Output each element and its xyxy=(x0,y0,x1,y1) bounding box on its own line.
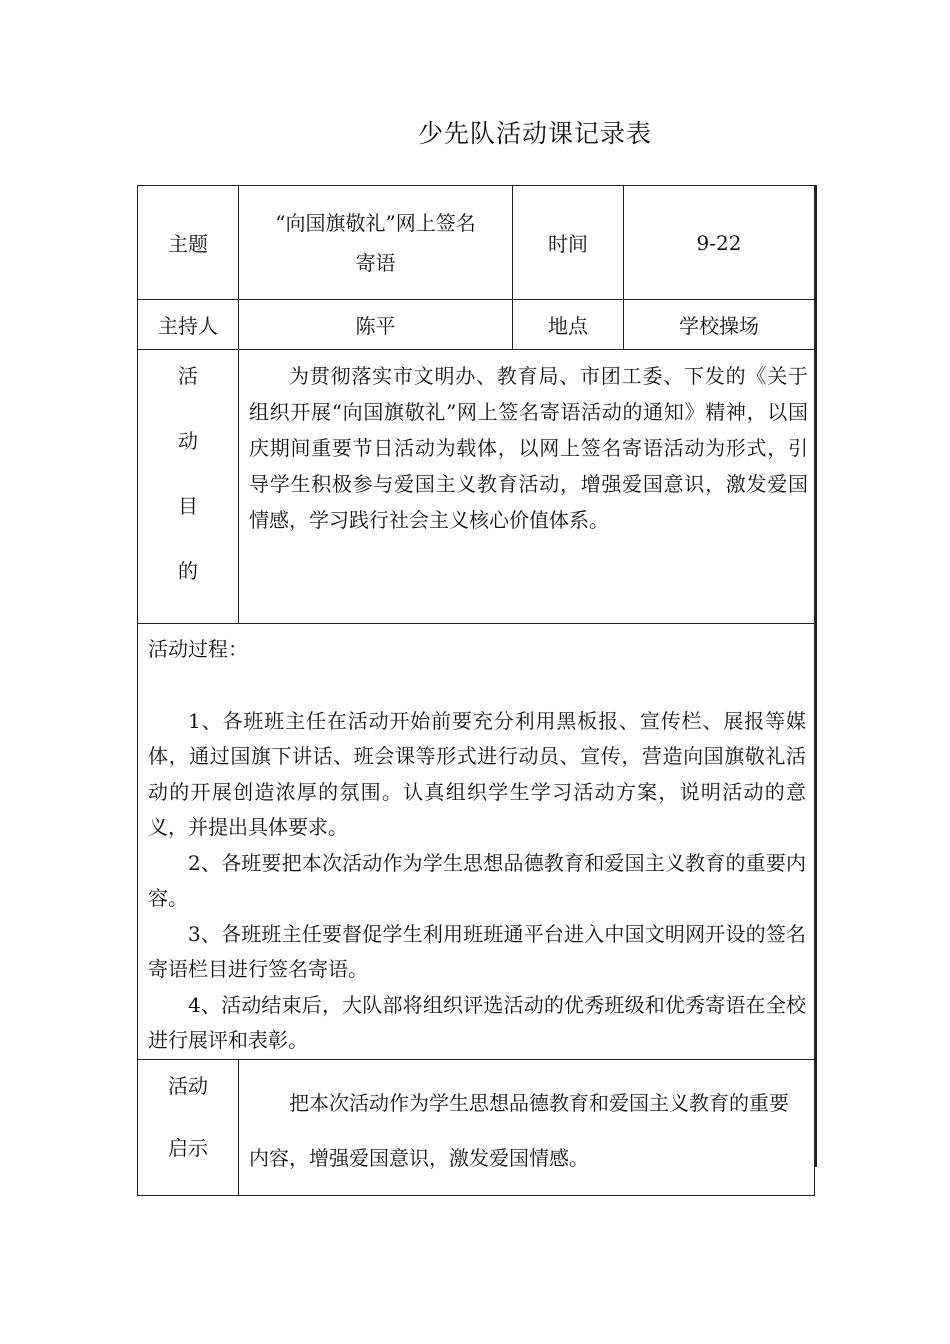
process-cell xyxy=(138,624,815,1060)
process-row xyxy=(138,624,815,1060)
process-item: 1、各班班主任在活动开始前要充分利用黑板报、宣传栏、展报等媒体，通过国旗下讲话、班会课等形式进行动员、宣传，营造向国旗敬礼活动的开展创造浓厚的氛围。认真组织学生学习活动方案，说明活动的意义，并提出具体要求。 xyxy=(148,708,806,839)
insight-label-line1: 活动 xyxy=(168,1073,208,1098)
insight-label xyxy=(138,1059,239,1195)
document-title: 少先队活动课记录表 xyxy=(417,119,652,148)
process-item: 4、活动结束后，大队部将组织评选活动的优秀班级和优秀寄语在全校进行展评和表彰。 xyxy=(148,992,806,1052)
purpose-text: 为贯彻落实市文明办、教育局、市团工委、下发的《关于组织开展“向国旗敬礼”网上签名寄语活动的通知》精神，以国庆期间重要节日活动为载体，以网上签名寄语活动为形式，引导学生积极参与爱国主义教育活动，增强爱国意识，激发爱国情感，学习践行社会主义核心价值体系。 xyxy=(239,350,815,624)
purpose-label-char: 的 xyxy=(178,559,198,583)
theme-value xyxy=(239,186,513,300)
theme-label: 主题 xyxy=(138,186,239,300)
theme-row xyxy=(138,186,815,300)
place-value: 学校操场 xyxy=(624,300,815,350)
process-item: 2、各班要把本次活动作为学生思想品德教育和爱国主义教育的重要内容。 xyxy=(148,850,806,910)
table-right-border xyxy=(815,185,817,1167)
time-label: 时间 xyxy=(513,186,624,300)
purpose-label xyxy=(138,350,239,624)
theme-value-line2: 寄语 xyxy=(355,250,396,275)
purpose-row xyxy=(138,350,815,624)
process-item: 3、各班班主任要督促学生利用班班通平台进入中国文明网开设的签名寄语栏目进行签名寄语。 xyxy=(148,921,806,981)
host-row xyxy=(138,300,815,350)
record-table xyxy=(137,185,815,1196)
place-label: 地点 xyxy=(513,300,624,350)
insight-row xyxy=(138,1059,815,1195)
host-label: 主持人 xyxy=(138,300,239,350)
insight-text: 把本次活动作为学生思想品德教育和爱国主义教育的重要内容，增强爱国意识，激发爱国情感。 xyxy=(239,1059,815,1195)
purpose-label-char: 活 xyxy=(178,364,198,388)
purpose-label-char: 动 xyxy=(178,429,198,453)
theme-value-line1: “向国旗敬礼”网上签名 xyxy=(275,210,476,235)
purpose-label-char: 目 xyxy=(178,494,198,518)
host-value: 陈平 xyxy=(239,300,513,350)
time-value: 9-22 xyxy=(624,186,815,300)
process-heading: 活动过程： xyxy=(148,637,248,661)
insight-label-line2: 启示 xyxy=(168,1135,208,1160)
